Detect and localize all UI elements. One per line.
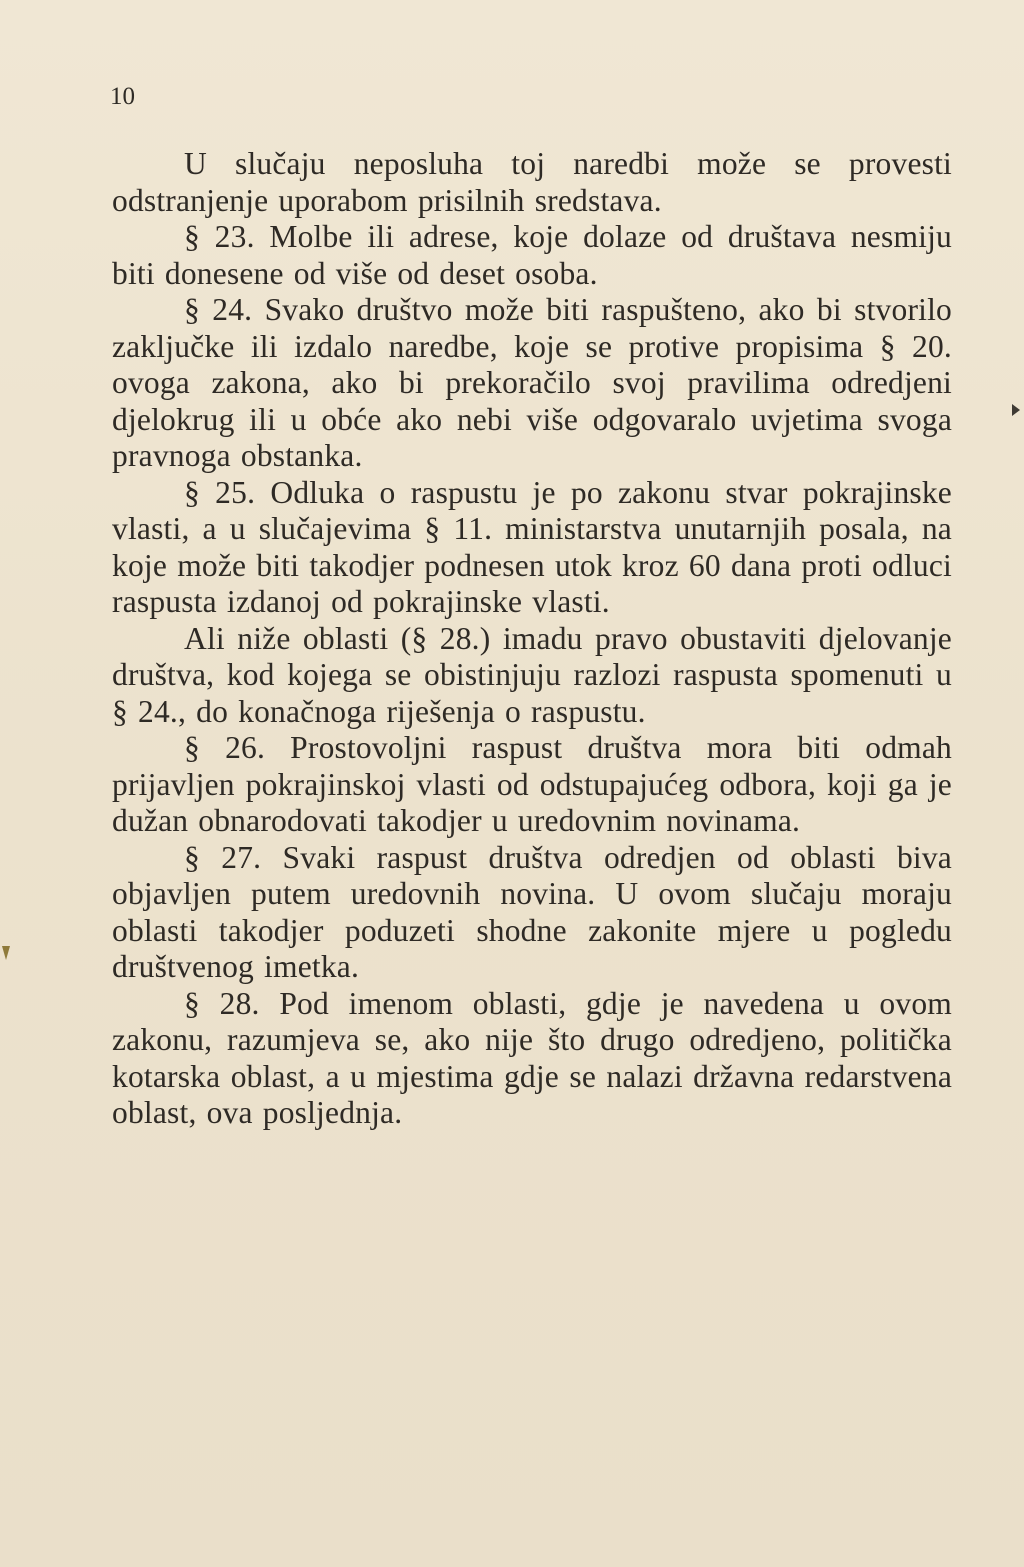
body-text xyxy=(112,146,952,1132)
paragraph-section-28: § 28. Pod imenom oblasti, gdje je navedena u ovom zakonu, razumjeva se, ako nije što drugo odredjeno, politička kotarska oblast, a u mjestima gdje se nalazi državna redarstvena oblast, ova posljednja. xyxy=(112,985,952,1130)
paragraph-section-26: § 26. Prostovoljni raspust društva mora biti odmah prijavljen pokrajinskoj vlasti od odstupajućeg odbora, koji ga je dužan obnarodovati takodjer u uredovnim novinama. xyxy=(112,730,952,838)
margin-mark-right-icon xyxy=(1012,404,1020,416)
paragraph-lower-authorities: Ali niže oblasti (§ 28.) imadu pravo obustaviti djelovanje društva, kod kojega se obistinjuju razlozi raspusta spomenuti u § 24., do konačnoga riješenja o raspustu. xyxy=(112,620,952,729)
paragraph-section-25: § 25. Odluka o raspustu je po zakonu stvar pokrajinske vlasti, a u slučajevima § 11. ministarstva unutarnjih posala, na koje može biti takodjer podnesen utok kroz 60 dana proti odluci raspusta izdanoj od pokrajinske vlasti. xyxy=(112,474,952,619)
paragraph-intro: U slučaju neposluha toj naredbi može se provesti odstranjenje uporabom prisilnih sredstava. xyxy=(112,146,952,218)
margin-mark-left-icon xyxy=(2,946,10,960)
paragraph-section-27: § 27. Svaki raspust društva odredjen od oblasti biva objavljen putem uredovnih novina. U ovom slučaju moraju oblasti takodjer poduzeti shodne zakonite mjere u pogledu društvenog imetka. xyxy=(112,839,952,984)
page-number: 10 xyxy=(110,83,135,110)
paragraph-section-23: § 23. Molbe ili adrese, koje dolaze od društava nesmiju biti donesene od više od deset osoba. xyxy=(112,219,952,291)
paragraph-section-24: § 24. Svako društvo može biti raspušteno, ako bi stvorilo zaključke ili izdalo naredbe, koje se protive propisima § 20. ovoga zakona, ako bi prekoračilo svoj pravilima odredjeni djelokrug ili u obće ako nebi više odgovaralo uvjetima svoga pravnoga obstanka. xyxy=(112,292,952,473)
